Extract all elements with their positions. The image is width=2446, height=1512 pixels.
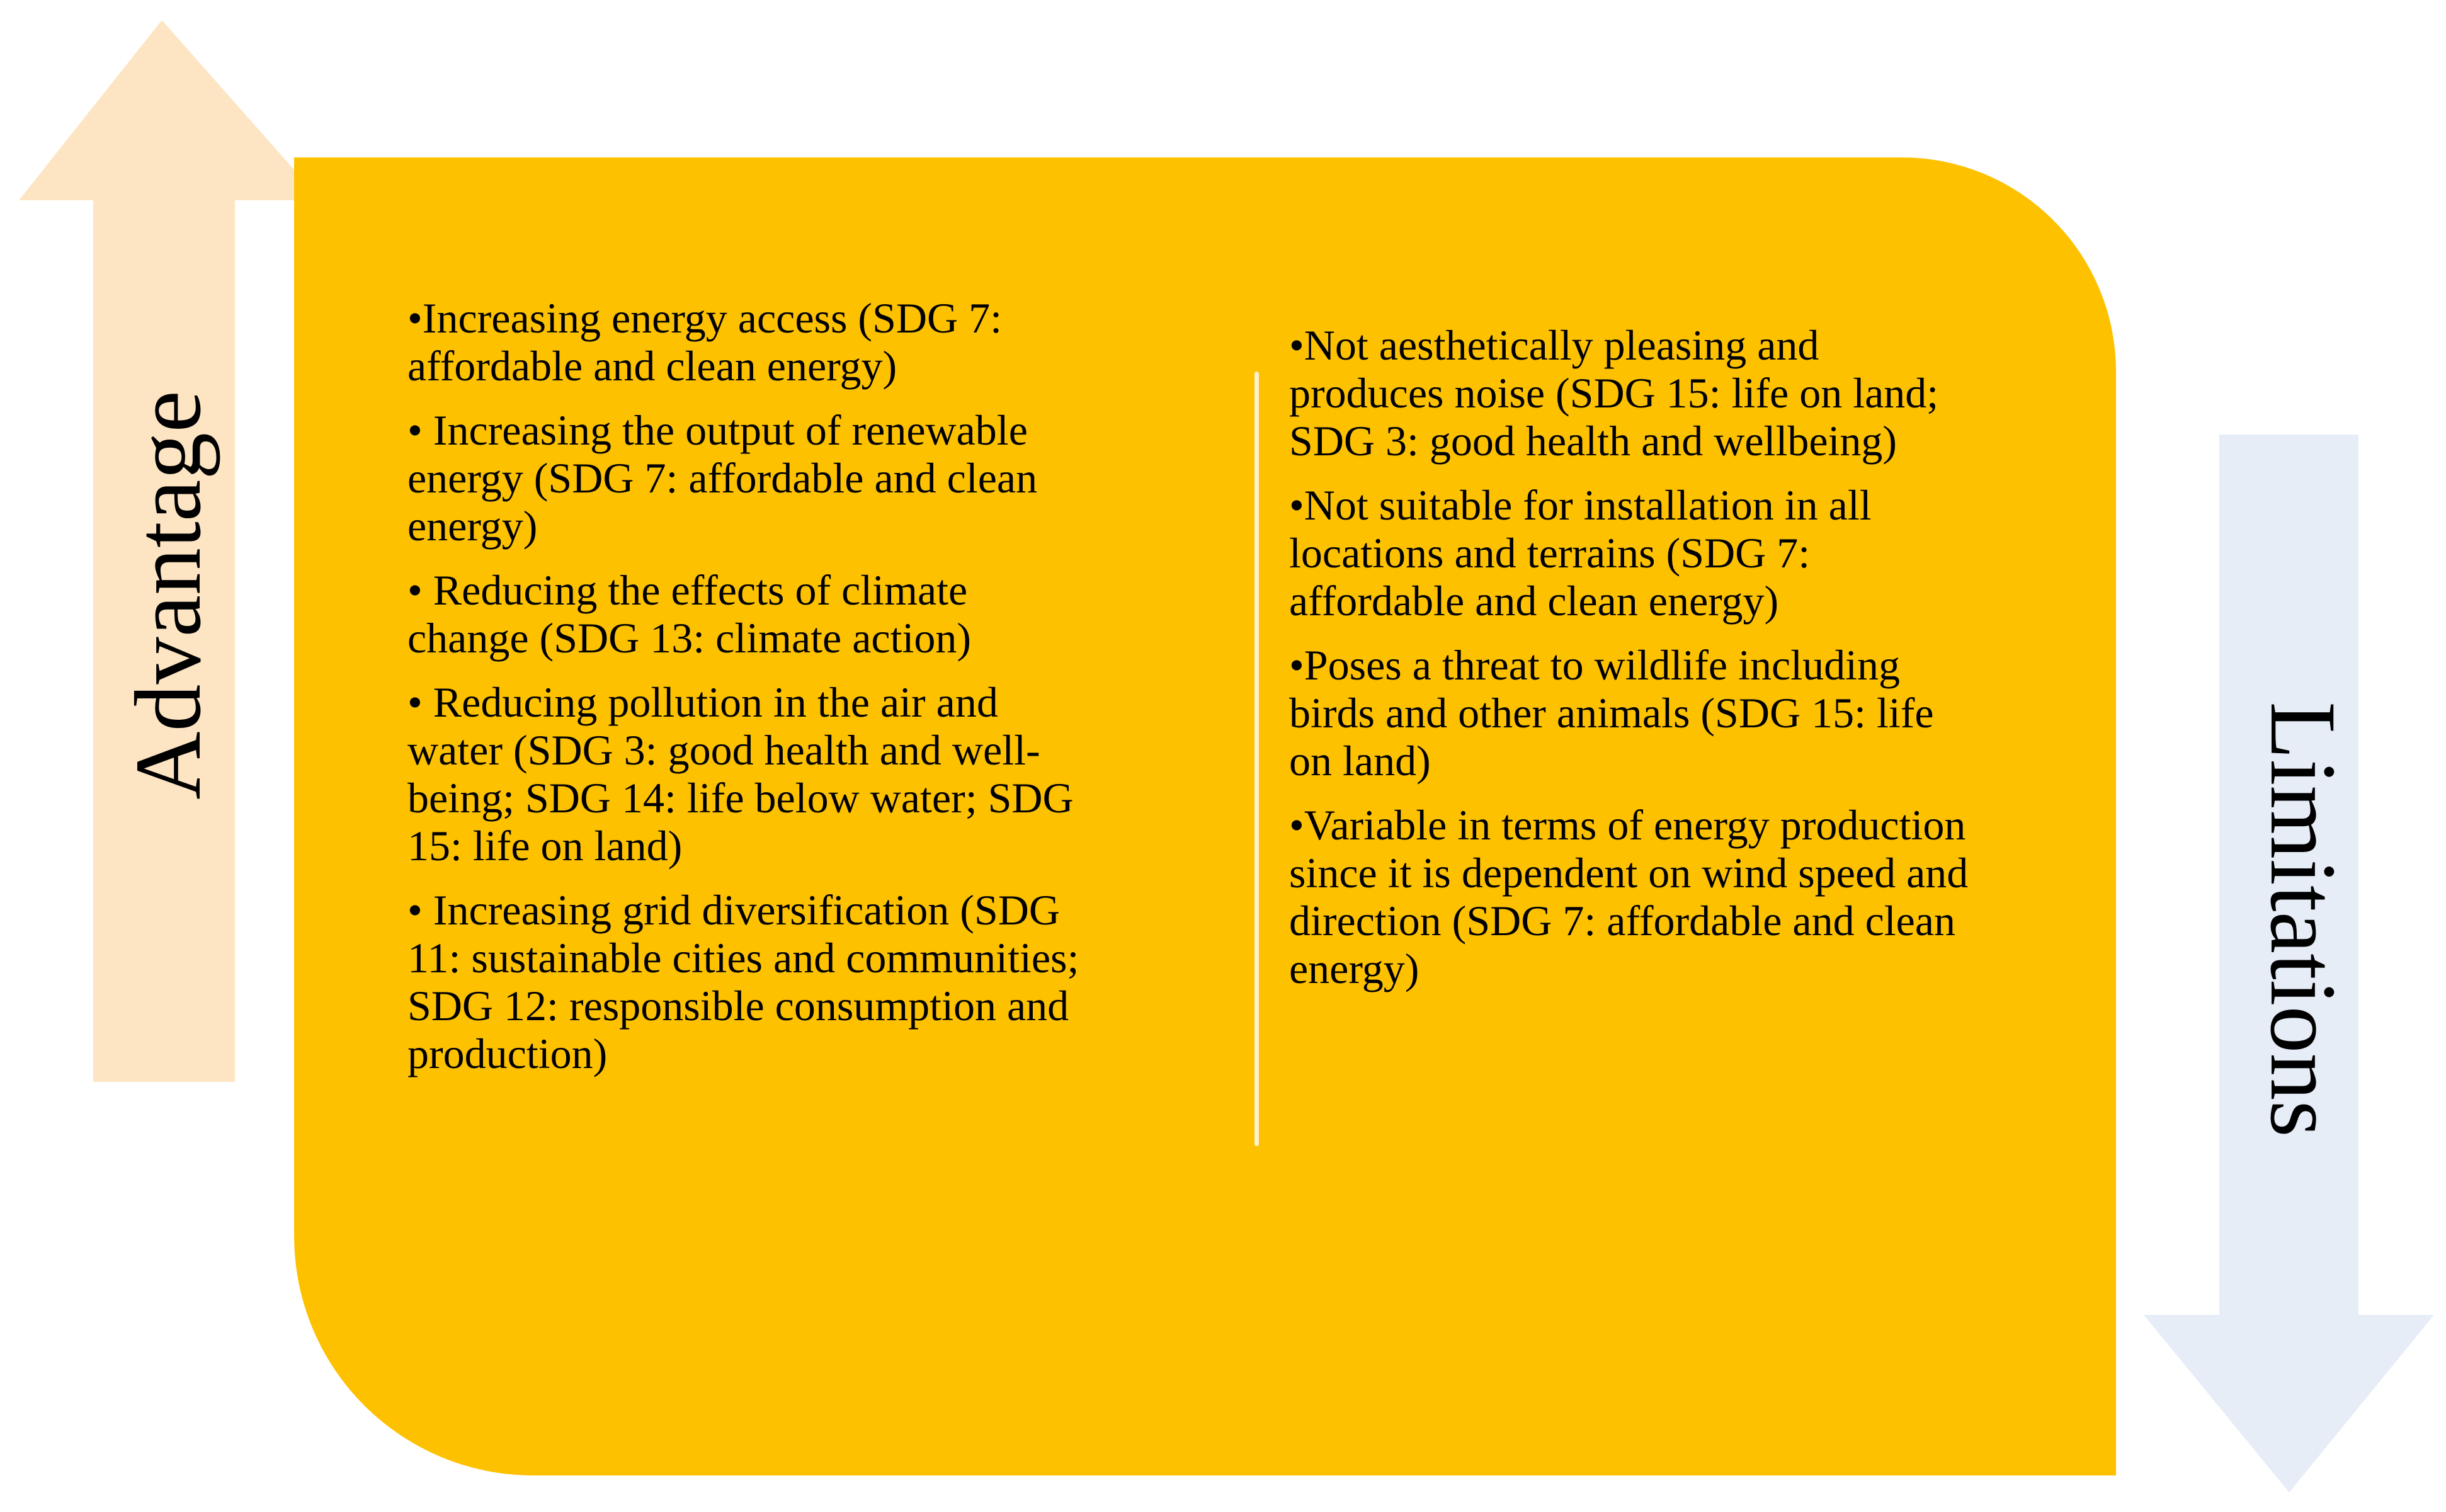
advantage-item: •Increasing energy access (SDG 7: affordable and clean energy) <box>407 294 1002 390</box>
limitation-item: •Variable in terms of energy production since it is dependent on wind speed and direction (SDG 7: affordable and clean energy) <box>1289 801 1969 992</box>
advantage-item: • Reducing the effects of climate change (SDG 13: climate action) <box>407 566 972 662</box>
limitations-label: Limitations <box>2251 702 2355 1137</box>
limitation-item: •Not suitable for installation in all locations and terrains (SDG 7: affordable and clean energy) <box>1289 481 1872 625</box>
limitation-item: •Poses a threat to wildlife including birds and other animals (SDG 15: life on land) <box>1289 641 1934 785</box>
advantage-label: Advantage <box>116 390 220 800</box>
column-divider <box>1254 372 1259 1146</box>
advantage-item: • Reducing pollution in the air and water (SDG 3: good health and well- being; SDG 14: life below water; SDG 15: life on land) <box>407 678 1074 870</box>
advantage-item: • Increasing the output of renewable energy (SDG 7: affordable and clean energy) <box>407 406 1038 550</box>
limitations-list <box>1289 321 2108 1009</box>
advantage-item: • Increasing grid diversification (SDG 11: sustainable cities and communities; SDG 12: responsible consumption and production) <box>407 886 1079 1077</box>
limitation-item: •Not aesthetically pleasing and produces noise (SDG 15: life on land; SDG 3: good health and wellbeing) <box>1289 321 1939 465</box>
advantage-list <box>407 294 1239 1094</box>
